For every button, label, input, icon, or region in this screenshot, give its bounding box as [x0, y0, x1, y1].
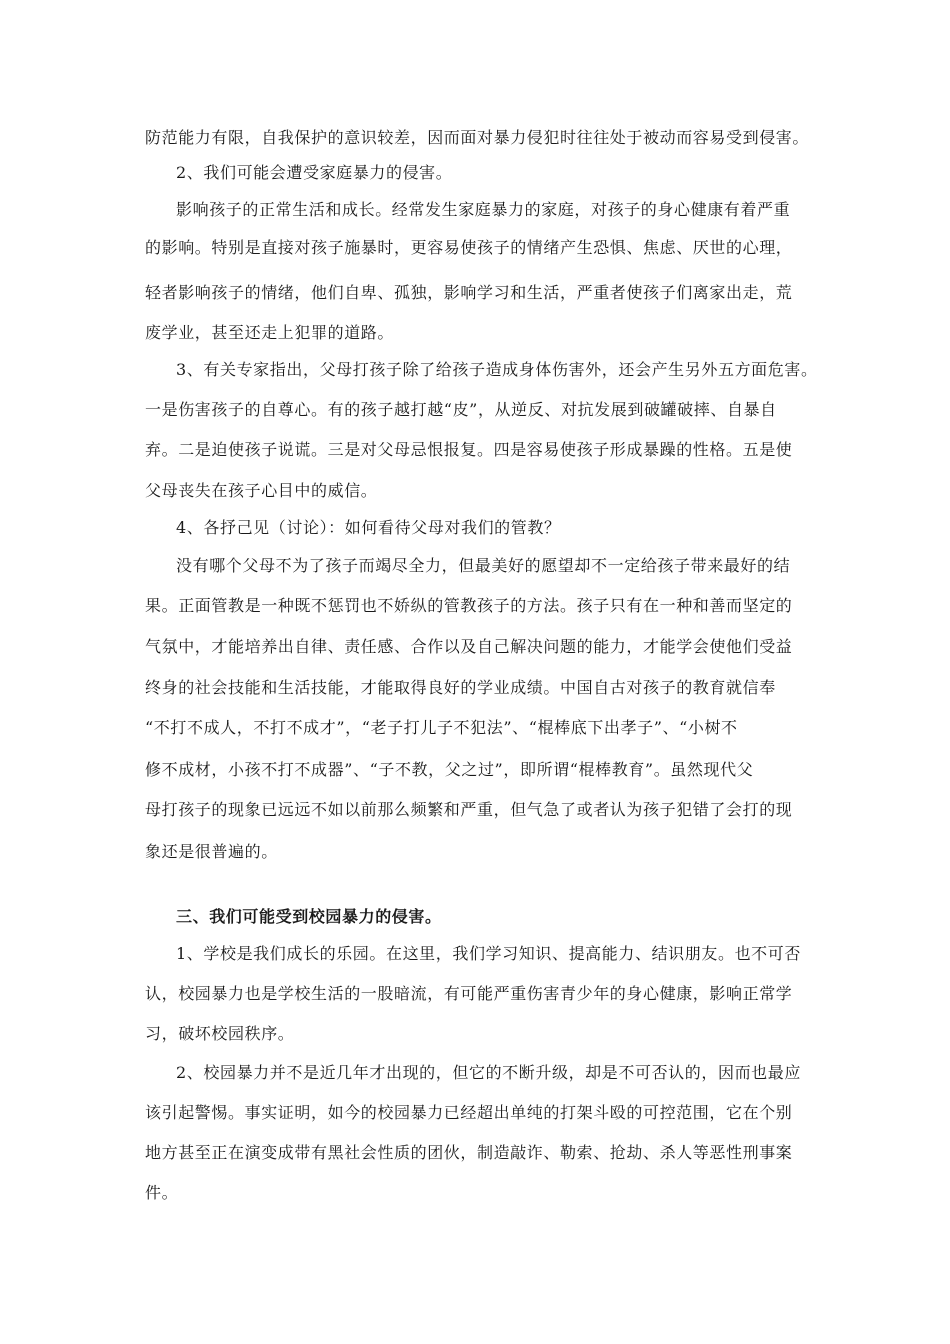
paragraph-line: 气氛中，才能培养出自律、责任感、合作以及自己解决问题的能力，才能学会使他们受益 — [145, 637, 793, 656]
paragraph-line: 废学业，甚至还走上犯罪的道路。 — [145, 323, 395, 342]
paragraph-line: 4、各抒己见（讨论）：如何看待父母对我们的管教？ — [176, 518, 561, 537]
paragraph-line: 2、我们可能会遭受家庭暴力的侵害。 — [176, 163, 453, 182]
paragraph-line: 件。 — [145, 1183, 179, 1202]
paragraph-line: 地方甚至正在演变成带有黑社会性质的团伙，制造敲诈、勒索、抢劫、杀人等恶性刑事案 — [145, 1143, 793, 1162]
paragraph-line: 没有哪个父母不为了孩子而竭尽全力，但最美好的愿望却不一定给孩子带来最好的结 — [176, 556, 791, 575]
paragraph-line: 弃。二是迫使孩子说谎。三是对父母忌恨报复。四是容易使孩子形成暴躁的性格。五是使 — [145, 440, 793, 459]
section-heading: 三、我们可能受到校园暴力的侵害。 — [176, 907, 442, 926]
paragraph-line: 习，破坏校园秩序。 — [145, 1024, 295, 1043]
paragraph-line: 修不成材，小孩不打不成器”、“子不教，父之过”，即所谓“棍棒教育”。虽然现代父 — [145, 760, 754, 779]
paragraph-line: 该引起警惕。事实证明，如今的校园暴力已经超出单纯的打架斗殴的可控范围，它在个别 — [145, 1103, 793, 1122]
paragraph-line: 2、校园暴力并不是近几年才出现的，但它的不断升级，却是不可否认的，因而也最应 — [176, 1063, 801, 1082]
paragraph-line: 象还是很普遍的。 — [145, 842, 278, 861]
paragraph-line: 3、有关专家指出，父母打孩子除了给孩子造成身体伤害外，还会产生另外五方面危害。 — [176, 360, 818, 379]
paragraph-line: 影响孩子的正常生活和成长。经常发生家庭暴力的家庭，对孩子的身心健康有着严重 — [176, 200, 791, 219]
paragraph-line: 一是伤害孩子的自尊心。有的孩子越打越“皮”，从逆反、对抗发展到破罐破摔、自暴自 — [145, 400, 777, 419]
paragraph-line: “不打不成人，不打不成才”，“老子打儿子不犯法”、“棍棒底下出孝子”、“小树不 — [145, 718, 738, 737]
paragraph-line: 果。正面管教是一种既不惩罚也不娇纵的管教孩子的方法。孩子只有在一种和善而坚定的 — [145, 596, 793, 615]
paragraph-line: 终身的社会技能和生活技能，才能取得良好的学业成绩。中国自古对孩子的教育就信奉 — [145, 678, 776, 697]
paragraph-line: 认，校园暴力也是学校生活的一股暗流，有可能严重伤害青少年的身心健康，影响正常学 — [145, 984, 793, 1003]
paragraph-line: 母打孩子的现象已远远不如以前那么频繁和严重，但气急了或者认为孩子犯错了会打的现 — [145, 800, 793, 819]
paragraph-line: 父母丧失在孩子心目中的威信。 — [145, 481, 378, 500]
paragraph-line: 的影响。特别是直接对孩子施暴时，更容易使孩子的情绪产生恐惧、焦虑、厌世的心理， — [145, 238, 793, 257]
paragraph-line: 防范能力有限，自我保护的意识较差，因而面对暴力侵犯时往往处于被动而容易受到侵害。 — [145, 128, 810, 147]
paragraph-line: 1、学校是我们成长的乐园。在这里，我们学习知识、提高能力、结识朋友。也不可否 — [176, 944, 801, 963]
paragraph-line: 轻者影响孩子的情绪，他们自卑、孤独，影响学习和生活，严重者使孩子们离家出走，荒 — [145, 283, 793, 302]
